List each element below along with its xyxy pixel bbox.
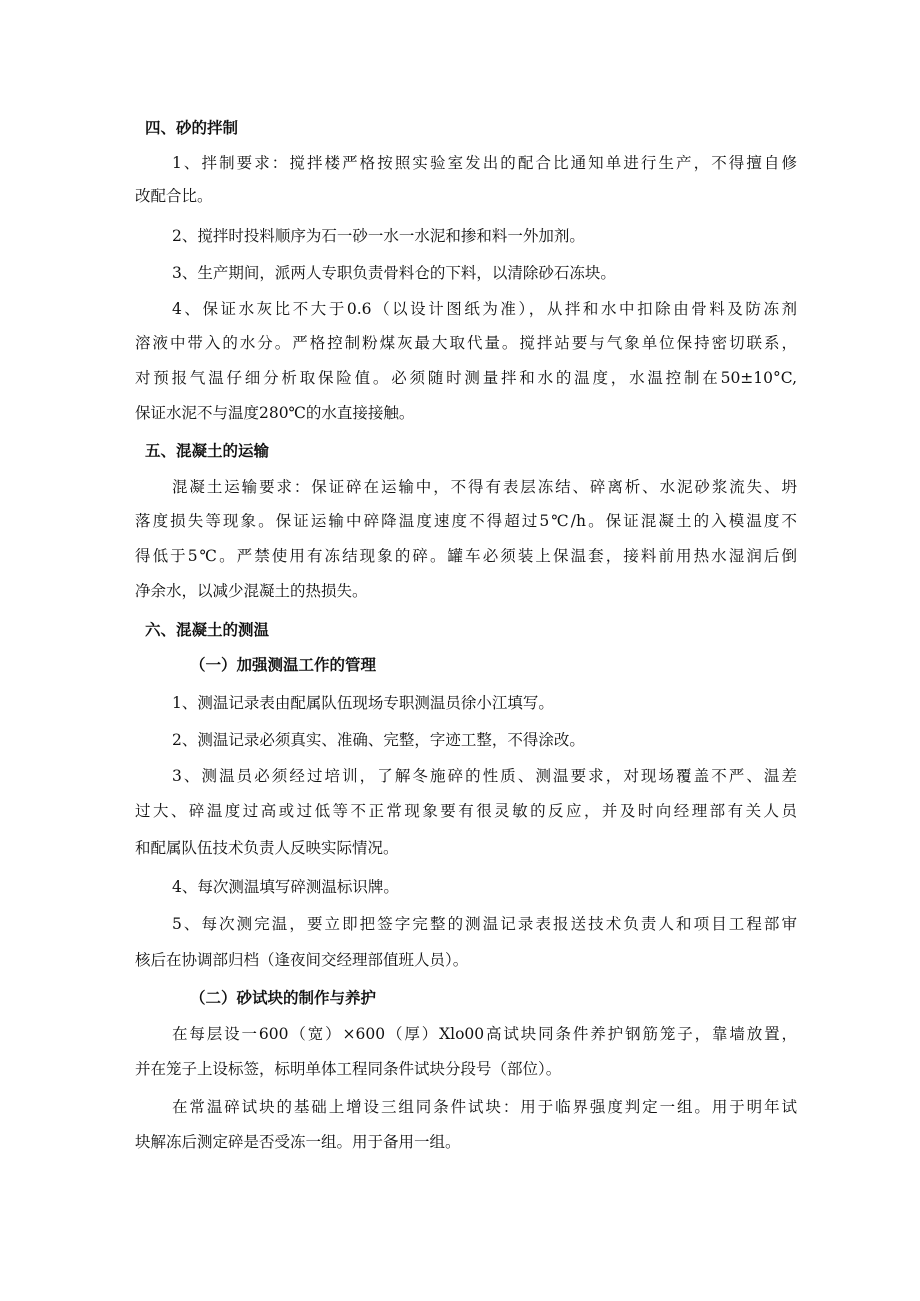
s6-sub1-p3-line-1: 3、测温员必须经过培训，了解冬施碎的性质、测温要求，对现场覆盖不严、温差	[172, 767, 797, 785]
s6-sub2-p1-line-1: 在每层设一600（宽）×600（厚）Xlo00高试块同条件养护钢筋笼子，靠墙放置，	[172, 1025, 797, 1043]
s4-p4-line-4: 保证水泥不与温度280℃的水直接接触。	[135, 404, 415, 422]
s5-p1-line-1: 混凝土运输要求：保证碎在运输中，不得有表层冻结、碎离析、水泥砂浆流失、坍	[172, 478, 797, 496]
section-4-heading: 四、砂的拌制	[145, 119, 239, 137]
s6-sub1-p5-line-2: 核后在协调部归档（逢夜间交经理部值班人员）。	[135, 951, 469, 969]
s6-sub1-p5-line-1: 5、每次测完温，要立即把签字完整的测温记录表报送技术负责人和项目工程部审	[172, 915, 797, 933]
section-6-sub2-heading: （二）砂试块的制作与养护	[190, 989, 377, 1007]
s4-p4-line-2: 溶液中带入的水分。严格控制粉煤灰最大取代量。搅拌站要与气象单位保持密切联系，	[135, 334, 797, 352]
s4-p2: 2、搅拌时投料顺序为石一砂一水一水泥和掺和料一外加剂。	[172, 227, 585, 245]
section-6-sub1-heading: （一）加强测温工作的管理	[190, 656, 377, 674]
s5-p1-line-2: 落度损失等现象。保证运输中碎降温度速度不得超过5℃/h。保证混凝土的入模温度不	[135, 512, 797, 530]
s4-p4-line-1: 4、保证水灰比不大于0.6（以设计图纸为准），从拌和水中扣除由骨料及防冻剂	[172, 300, 797, 318]
s4-p4-line-3: 对预报气温仔细分析取保险值。必须随时测量拌和水的温度，水温控制在50±10°C,	[135, 369, 797, 387]
section-5-heading: 五、混凝土的运输	[145, 442, 270, 460]
section-6-heading: 六、混凝土的测温	[145, 621, 270, 639]
s6-sub2-p2-line-1: 在常温碎试块的基础上增设三组同条件试块：用于临界强度判定一组。用于明年试	[172, 1098, 797, 1116]
s6-sub1-p4: 4、每次测温填写碎测温标识牌。	[172, 878, 399, 896]
s4-p1-line-2: 改配合比。	[135, 187, 213, 205]
s4-p1-line-1: 1、拌制要求：搅拌楼严格按照实验室发出的配合比通知单进行生产，不得擅自修	[172, 154, 797, 172]
s6-sub1-p1: 1、测温记录表由配属队伍现场专职测温员徐小江填写。	[172, 694, 554, 712]
s6-sub2-p2-line-2: 块解冻后测定碎是否受冻一组。用于备用一组。	[135, 1133, 461, 1151]
s6-sub1-p2: 2、测温记录必须真实、准确、完整，字迹工整，不得涂改。	[172, 731, 585, 749]
s5-p1-line-3: 得低于5℃。严禁使用有冻结现象的碎。罐车必须装上保温套，接料前用热水湿润后倒	[135, 547, 797, 565]
s5-p1-line-4: 净余水，以减少混凝土的热损失。	[135, 582, 368, 600]
s4-p3: 3、生产期间，派两人专职负责骨料仓的下料，以清除砂石冻块。	[172, 264, 616, 282]
s6-sub1-p3-line-2: 过大、碎温度过高或过低等不正常现象要有很灵敏的反应，并及时向经理部有关人员	[135, 802, 797, 820]
s6-sub1-p3-line-3: 和配属队伍技术负责人反映实际情况。	[135, 839, 399, 857]
s6-sub2-p1-line-2: 并在笼子上设标签，标明单体工程同条件试块分段号（部位）。	[135, 1060, 562, 1078]
